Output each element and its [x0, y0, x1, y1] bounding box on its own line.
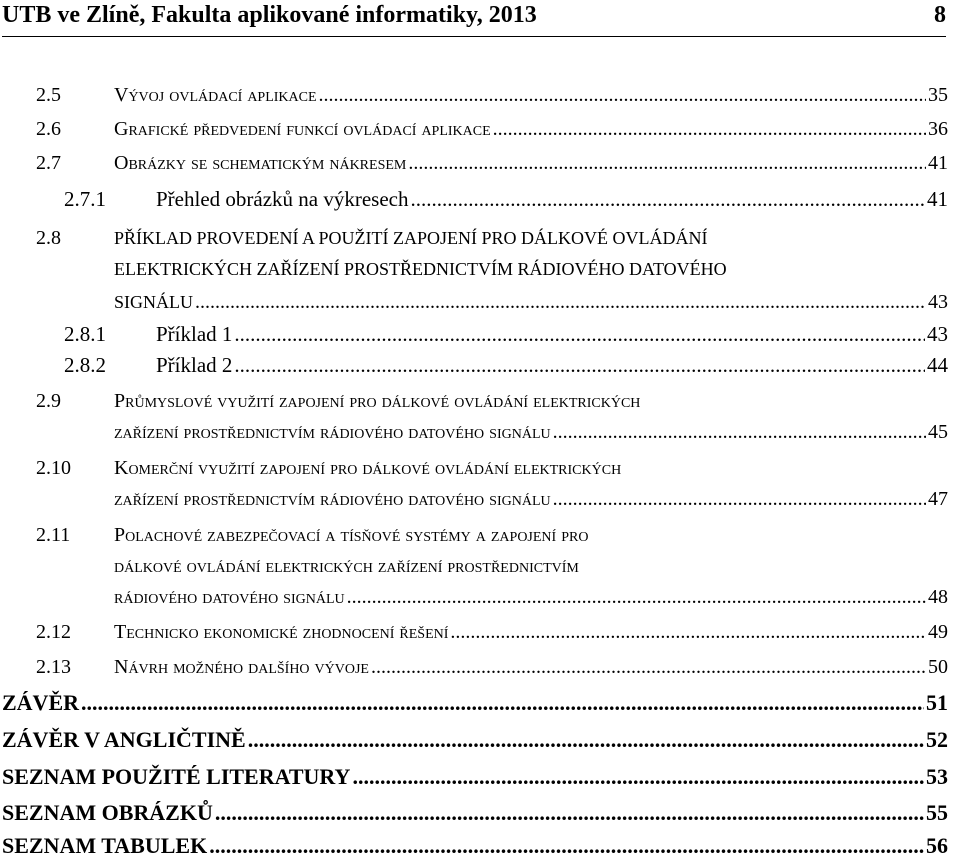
- toc-entry[interactable]: [36, 656, 948, 679]
- toc-entry-title-line: Komerční využití zapojení pro dálkové ovládání elektrických: [114, 457, 622, 479]
- toc-entry-number: 2.12: [36, 621, 71, 643]
- dot-leader: [215, 800, 924, 826]
- header-title: UTB ve Zlíně, Fakulta aplikované informatiky, 2013: [2, 2, 537, 28]
- toc-entry-page: 44: [927, 353, 948, 377]
- toc-entry[interactable]: [36, 457, 948, 480]
- toc-entry[interactable]: [36, 118, 948, 141]
- toc-chapter[interactable]: [2, 833, 948, 859]
- toc-entry-last-line[interactable]: [114, 488, 948, 511]
- toc-entry-title-line: Polachové zabezpečovací a tísňové systémy a zapojení pro: [114, 524, 589, 546]
- toc-entry-title: Příklad 1: [156, 322, 233, 346]
- toc-chapter-title: SEZNAM TABULEK: [2, 833, 208, 858]
- toc-entry-title-line: PŘÍKLAD PROVEDENÍ A POUŽITÍ ZAPOJENÍ PRO DÁLKOVÉ OVLÁDÁNÍ: [114, 228, 708, 248]
- toc-entry-page: 45: [928, 421, 948, 443]
- dot-leader: [410, 187, 925, 212]
- toc-entry[interactable]: [36, 524, 948, 547]
- dot-leader: [408, 152, 926, 175]
- toc-chapter-page: 53: [926, 764, 948, 789]
- toc-entry-page: 43: [927, 322, 948, 346]
- toc-entry-title: Příklad 2: [156, 353, 233, 377]
- toc-chapter[interactable]: [2, 727, 948, 753]
- dot-leader: [234, 322, 925, 347]
- dot-leader: [319, 84, 926, 107]
- toc-chapter[interactable]: [2, 800, 948, 826]
- toc-entry-title-line: rádiového datového signálu: [114, 586, 345, 608]
- toc-entry-number: 2.5: [36, 84, 61, 106]
- toc-entry-number: 2.8.1: [64, 322, 106, 346]
- toc-entry-number: 2.7: [36, 152, 61, 174]
- dot-leader: [209, 833, 924, 859]
- toc-entry[interactable]: [36, 152, 948, 175]
- toc-chapter-page: 52: [926, 727, 948, 752]
- toc-entry-title-line: zařízení prostřednictvím rádiového datového signálu: [114, 421, 551, 443]
- dot-leader: [195, 291, 926, 314]
- toc-entry-number: 2.8: [36, 227, 61, 249]
- toc-entry[interactable]: [64, 353, 948, 378]
- toc-entry-page: 50: [928, 656, 948, 678]
- toc-entry-title: Návrh možného dalšího vývoje: [114, 656, 369, 678]
- toc-chapter-page: 55: [926, 800, 948, 825]
- dot-leader: [352, 764, 924, 790]
- toc-entry-page: 41: [928, 152, 948, 174]
- page-header: [2, 0, 946, 37]
- toc-chapter-page: 56: [926, 833, 948, 858]
- toc-entry-title-line: ELEKTRICKÝCH ZAŘÍZENÍ PROSTŘEDNICTVÍM RÁDIOVÉHO DATOVÉHO: [114, 259, 727, 279]
- toc-entry-number: 2.13: [36, 656, 71, 678]
- toc-entry-last-line[interactable]: [114, 421, 948, 444]
- toc-entry-number: 2.7.1: [64, 187, 106, 211]
- toc-entry-title: Grafické předvedení funkcí ovládací aplikace: [114, 118, 491, 140]
- dot-leader: [371, 656, 926, 679]
- dot-leader: [450, 621, 926, 644]
- toc-chapter[interactable]: [2, 690, 948, 716]
- dot-leader: [81, 690, 924, 716]
- dot-leader: [248, 727, 924, 753]
- toc-chapter-title: ZÁVĚR V ANGLIČTINĚ: [2, 727, 246, 752]
- toc-entry[interactable]: [64, 187, 948, 212]
- toc-entry-page: 47: [928, 488, 948, 510]
- toc-entry-number: 2.10: [36, 457, 71, 479]
- dot-leader: [493, 118, 926, 141]
- toc-chapter-title: SEZNAM OBRÁZKŮ: [2, 800, 213, 825]
- toc-entry-title-line: dálkové ovládání elektrických zařízení prostřednictvím: [114, 555, 579, 577]
- toc-chapter[interactable]: [2, 764, 948, 790]
- toc-entry-page: 41: [927, 187, 948, 211]
- toc-entry-title: Vývoj ovládací aplikace: [114, 84, 317, 106]
- toc-entry-page: 43: [928, 291, 948, 313]
- toc-entry-title: Přehled obrázků na výkresech: [156, 187, 409, 211]
- toc-entry[interactable]: [36, 621, 948, 644]
- dot-leader: [234, 353, 925, 378]
- toc-entry-page: 35: [928, 84, 948, 106]
- header-page-number: 8: [934, 2, 946, 28]
- toc-entry-page: 36: [928, 118, 948, 140]
- toc-entry-last-line[interactable]: [114, 586, 948, 609]
- dot-leader: [347, 586, 926, 609]
- toc-entry-number: 2.11: [36, 524, 71, 546]
- toc-chapter-page: 51: [926, 690, 948, 715]
- toc-entry-number: 2.6: [36, 118, 61, 140]
- toc-entry[interactable]: [64, 322, 948, 347]
- dot-leader: [553, 421, 926, 444]
- toc-entry[interactable]: [36, 390, 948, 413]
- toc-entry-page: 49: [928, 621, 948, 643]
- toc-entry-last-line[interactable]: [114, 291, 948, 314]
- toc-chapter-title: SEZNAM POUŽITÉ LITERATURY: [2, 764, 351, 789]
- toc-entry-title-line: SIGNÁLU: [114, 292, 193, 312]
- toc-entry-title-line: zařízení prostřednictvím rádiového datového signálu: [114, 488, 551, 510]
- toc-entry-page: 48: [928, 586, 948, 608]
- toc-entry-title-line: Průmyslové využití zapojení pro dálkové ovládání elektrických: [114, 390, 641, 412]
- toc-entry[interactable]: [36, 227, 948, 250]
- dot-leader: [553, 488, 926, 511]
- toc-entry-title: Obrázky se schematickým nákresem: [114, 152, 407, 174]
- toc-entry[interactable]: [36, 84, 948, 107]
- toc-entry-number: 2.8.2: [64, 353, 106, 377]
- toc-chapter-title: ZÁVĚR: [2, 690, 80, 715]
- toc-entry-title: Technicko ekonomické zhodnocení řešení: [114, 621, 449, 643]
- toc-entry-number: 2.9: [36, 390, 61, 412]
